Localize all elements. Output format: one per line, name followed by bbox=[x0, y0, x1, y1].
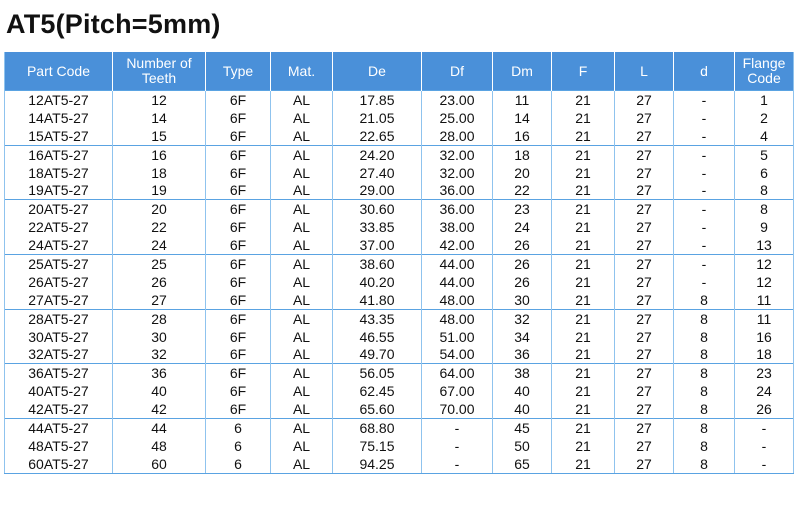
cell-flange-code: - bbox=[735, 437, 794, 455]
cell-flange-code: - bbox=[735, 419, 794, 437]
cell-dm: 32 bbox=[493, 309, 552, 327]
cell-part-code: 40AT5-27 bbox=[5, 382, 113, 400]
cell-part-code: 48AT5-27 bbox=[5, 437, 113, 455]
cell-l: 27 bbox=[615, 400, 674, 418]
cell-dm: 38 bbox=[493, 364, 552, 382]
cell-part-code: 28AT5-27 bbox=[5, 309, 113, 327]
cell-teeth: 20 bbox=[113, 200, 206, 218]
cell-df: 25.00 bbox=[422, 109, 493, 127]
cell-type: 6F bbox=[206, 291, 271, 309]
cell-dm: 36 bbox=[493, 345, 552, 363]
cell-df: 38.00 bbox=[422, 218, 493, 236]
table-row bbox=[5, 181, 794, 199]
cell-part-code: 60AT5-27 bbox=[5, 455, 113, 473]
cell-type: 6F bbox=[206, 218, 271, 236]
column-header-mat: Mat. bbox=[271, 52, 333, 91]
cell-teeth: 22 bbox=[113, 218, 206, 236]
cell-d: 8 bbox=[674, 328, 735, 346]
cell-teeth: 12 bbox=[113, 91, 206, 109]
table-row bbox=[5, 236, 794, 254]
cell-d: - bbox=[674, 255, 735, 273]
table-row bbox=[5, 328, 794, 346]
cell-mat: AL bbox=[271, 382, 333, 400]
table-row bbox=[5, 309, 794, 327]
cell-de: 43.35 bbox=[333, 309, 422, 327]
cell-d: 8 bbox=[674, 419, 735, 437]
cell-flange-code: 8 bbox=[735, 200, 794, 218]
cell-l: 27 bbox=[615, 127, 674, 145]
cell-f: 21 bbox=[552, 181, 615, 199]
column-header-number-of-teeth: Number of Teeth bbox=[113, 52, 206, 91]
cell-dm: 22 bbox=[493, 181, 552, 199]
cell-l: 27 bbox=[615, 382, 674, 400]
cell-dm: 34 bbox=[493, 328, 552, 346]
cell-type: 6F bbox=[206, 345, 271, 363]
table-row bbox=[5, 455, 794, 473]
cell-flange-code: 23 bbox=[735, 364, 794, 382]
cell-de: 33.85 bbox=[333, 218, 422, 236]
cell-d: - bbox=[674, 145, 735, 163]
table-row bbox=[5, 382, 794, 400]
cell-part-code: 22AT5-27 bbox=[5, 218, 113, 236]
cell-d: - bbox=[674, 200, 735, 218]
cell-mat: AL bbox=[271, 145, 333, 163]
cell-teeth: 32 bbox=[113, 345, 206, 363]
cell-f: 21 bbox=[552, 364, 615, 382]
cell-dm: 40 bbox=[493, 400, 552, 418]
cell-part-code: 42AT5-27 bbox=[5, 400, 113, 418]
column-header-type: Type bbox=[206, 52, 271, 91]
cell-teeth: 15 bbox=[113, 127, 206, 145]
table-row bbox=[5, 91, 794, 109]
cell-dm: 26 bbox=[493, 236, 552, 254]
cell-df: - bbox=[422, 455, 493, 473]
cell-teeth: 44 bbox=[113, 419, 206, 437]
cell-flange-code: 8 bbox=[735, 181, 794, 199]
cell-f: 21 bbox=[552, 328, 615, 346]
cell-part-code: 36AT5-27 bbox=[5, 364, 113, 382]
cell-mat: AL bbox=[271, 419, 333, 437]
cell-mat: AL bbox=[271, 328, 333, 346]
cell-f: 21 bbox=[552, 382, 615, 400]
cell-teeth: 25 bbox=[113, 255, 206, 273]
cell-part-code: 27AT5-27 bbox=[5, 291, 113, 309]
cell-f: 21 bbox=[552, 291, 615, 309]
cell-l: 27 bbox=[615, 145, 674, 163]
cell-type: 6F bbox=[206, 200, 271, 218]
cell-l: 27 bbox=[615, 218, 674, 236]
cell-f: 21 bbox=[552, 455, 615, 473]
header-row bbox=[5, 52, 794, 91]
cell-flange-code: 16 bbox=[735, 328, 794, 346]
cell-l: 27 bbox=[615, 273, 674, 291]
cell-type: 6F bbox=[206, 127, 271, 145]
cell-de: 94.25 bbox=[333, 455, 422, 473]
cell-teeth: 24 bbox=[113, 236, 206, 254]
cell-dm: 45 bbox=[493, 419, 552, 437]
cell-l: 27 bbox=[615, 291, 674, 309]
cell-l: 27 bbox=[615, 364, 674, 382]
cell-l: 27 bbox=[615, 437, 674, 455]
cell-part-code: 32AT5-27 bbox=[5, 345, 113, 363]
cell-de: 22.65 bbox=[333, 127, 422, 145]
cell-d: 8 bbox=[674, 309, 735, 327]
cell-flange-code: 18 bbox=[735, 345, 794, 363]
cell-dm: 65 bbox=[493, 455, 552, 473]
cell-dm: 26 bbox=[493, 273, 552, 291]
cell-mat: AL bbox=[271, 309, 333, 327]
cell-type: 6F bbox=[206, 400, 271, 418]
cell-df: 44.00 bbox=[422, 273, 493, 291]
cell-mat: AL bbox=[271, 364, 333, 382]
cell-teeth: 19 bbox=[113, 181, 206, 199]
cell-part-code: 24AT5-27 bbox=[5, 236, 113, 254]
cell-f: 21 bbox=[552, 218, 615, 236]
cell-teeth: 27 bbox=[113, 291, 206, 309]
table-row bbox=[5, 364, 794, 382]
cell-df: 32.00 bbox=[422, 164, 493, 182]
cell-l: 27 bbox=[615, 419, 674, 437]
cell-df: 32.00 bbox=[422, 145, 493, 163]
cell-dm: 16 bbox=[493, 127, 552, 145]
cell-flange-code: 11 bbox=[735, 309, 794, 327]
cell-dm: 50 bbox=[493, 437, 552, 455]
cell-de: 40.20 bbox=[333, 273, 422, 291]
cell-mat: AL bbox=[271, 437, 333, 455]
cell-d: - bbox=[674, 218, 735, 236]
cell-type: 6 bbox=[206, 455, 271, 473]
cell-teeth: 28 bbox=[113, 309, 206, 327]
cell-d: 8 bbox=[674, 291, 735, 309]
table-row bbox=[5, 291, 794, 309]
page-title: AT5(Pitch=5mm) bbox=[6, 9, 221, 39]
table-row bbox=[5, 164, 794, 182]
table-row bbox=[5, 273, 794, 291]
cell-d: 8 bbox=[674, 400, 735, 418]
cell-f: 21 bbox=[552, 236, 615, 254]
cell-mat: AL bbox=[271, 127, 333, 145]
cell-d: - bbox=[674, 109, 735, 127]
cell-teeth: 16 bbox=[113, 145, 206, 163]
cell-l: 27 bbox=[615, 345, 674, 363]
cell-f: 21 bbox=[552, 345, 615, 363]
cell-l: 27 bbox=[615, 328, 674, 346]
table-row bbox=[5, 345, 794, 363]
cell-df: 48.00 bbox=[422, 309, 493, 327]
cell-df: 70.00 bbox=[422, 400, 493, 418]
column-header-de: De bbox=[333, 52, 422, 91]
cell-dm: 14 bbox=[493, 109, 552, 127]
cell-f: 21 bbox=[552, 109, 615, 127]
cell-l: 27 bbox=[615, 109, 674, 127]
column-header-dm: Dm bbox=[493, 52, 552, 91]
cell-d: 8 bbox=[674, 382, 735, 400]
cell-teeth: 36 bbox=[113, 364, 206, 382]
cell-d: 8 bbox=[674, 345, 735, 363]
pulley-spec-table bbox=[4, 52, 794, 474]
cell-de: 37.00 bbox=[333, 236, 422, 254]
cell-part-code: 15AT5-27 bbox=[5, 127, 113, 145]
cell-flange-code: 13 bbox=[735, 236, 794, 254]
cell-part-code: 16AT5-27 bbox=[5, 145, 113, 163]
cell-l: 27 bbox=[615, 91, 674, 109]
cell-teeth: 40 bbox=[113, 382, 206, 400]
cell-flange-code: 6 bbox=[735, 164, 794, 182]
cell-df: 28.00 bbox=[422, 127, 493, 145]
cell-type: 6F bbox=[206, 328, 271, 346]
cell-f: 21 bbox=[552, 91, 615, 109]
cell-l: 27 bbox=[615, 309, 674, 327]
cell-part-code: 26AT5-27 bbox=[5, 273, 113, 291]
cell-mat: AL bbox=[271, 91, 333, 109]
cell-mat: AL bbox=[271, 181, 333, 199]
cell-type: 6F bbox=[206, 109, 271, 127]
cell-f: 21 bbox=[552, 437, 615, 455]
table-row bbox=[5, 218, 794, 236]
column-header-f: F bbox=[552, 52, 615, 91]
cell-mat: AL bbox=[271, 255, 333, 273]
cell-dm: 18 bbox=[493, 145, 552, 163]
cell-l: 27 bbox=[615, 255, 674, 273]
table-row bbox=[5, 200, 794, 218]
cell-dm: 23 bbox=[493, 200, 552, 218]
cell-f: 21 bbox=[552, 419, 615, 437]
cell-mat: AL bbox=[271, 218, 333, 236]
cell-teeth: 26 bbox=[113, 273, 206, 291]
cell-teeth: 14 bbox=[113, 109, 206, 127]
cell-f: 21 bbox=[552, 400, 615, 418]
cell-de: 17.85 bbox=[333, 91, 422, 109]
cell-df: 36.00 bbox=[422, 181, 493, 199]
cell-type: 6F bbox=[206, 364, 271, 382]
cell-f: 21 bbox=[552, 255, 615, 273]
cell-f: 21 bbox=[552, 200, 615, 218]
cell-part-code: 44AT5-27 bbox=[5, 419, 113, 437]
cell-de: 29.00 bbox=[333, 181, 422, 199]
cell-mat: AL bbox=[271, 109, 333, 127]
cell-mat: AL bbox=[271, 400, 333, 418]
cell-dm: 30 bbox=[493, 291, 552, 309]
cell-type: 6F bbox=[206, 164, 271, 182]
cell-df: 67.00 bbox=[422, 382, 493, 400]
cell-f: 21 bbox=[552, 164, 615, 182]
cell-d: 8 bbox=[674, 455, 735, 473]
cell-mat: AL bbox=[271, 200, 333, 218]
cell-df: 36.00 bbox=[422, 200, 493, 218]
cell-df: 23.00 bbox=[422, 91, 493, 109]
cell-de: 68.80 bbox=[333, 419, 422, 437]
cell-d: - bbox=[674, 181, 735, 199]
cell-type: 6F bbox=[206, 236, 271, 254]
table-row bbox=[5, 419, 794, 437]
column-header-l: L bbox=[615, 52, 674, 91]
cell-flange-code: 12 bbox=[735, 273, 794, 291]
cell-mat: AL bbox=[271, 345, 333, 363]
table-row bbox=[5, 437, 794, 455]
cell-de: 75.15 bbox=[333, 437, 422, 455]
cell-de: 24.20 bbox=[333, 145, 422, 163]
cell-mat: AL bbox=[271, 236, 333, 254]
cell-teeth: 42 bbox=[113, 400, 206, 418]
cell-d: - bbox=[674, 236, 735, 254]
cell-df: 44.00 bbox=[422, 255, 493, 273]
cell-d: - bbox=[674, 164, 735, 182]
cell-d: 8 bbox=[674, 437, 735, 455]
column-header-d: d bbox=[674, 52, 735, 91]
cell-l: 27 bbox=[615, 164, 674, 182]
cell-type: 6F bbox=[206, 255, 271, 273]
cell-dm: 40 bbox=[493, 382, 552, 400]
cell-mat: AL bbox=[271, 455, 333, 473]
column-header-flange-code: Flange Code bbox=[735, 52, 794, 91]
table-row bbox=[5, 109, 794, 127]
cell-l: 27 bbox=[615, 200, 674, 218]
cell-mat: AL bbox=[271, 291, 333, 309]
cell-teeth: 18 bbox=[113, 164, 206, 182]
cell-type: 6F bbox=[206, 309, 271, 327]
cell-dm: 11 bbox=[493, 91, 552, 109]
cell-df: 51.00 bbox=[422, 328, 493, 346]
cell-f: 21 bbox=[552, 145, 615, 163]
cell-de: 62.45 bbox=[333, 382, 422, 400]
cell-df: 54.00 bbox=[422, 345, 493, 363]
cell-part-code: 18AT5-27 bbox=[5, 164, 113, 182]
cell-df: - bbox=[422, 437, 493, 455]
cell-part-code: 25AT5-27 bbox=[5, 255, 113, 273]
table-row bbox=[5, 255, 794, 273]
cell-flange-code: 2 bbox=[735, 109, 794, 127]
cell-de: 41.80 bbox=[333, 291, 422, 309]
table-body bbox=[5, 91, 794, 474]
cell-flange-code: 12 bbox=[735, 255, 794, 273]
cell-de: 56.05 bbox=[333, 364, 422, 382]
cell-flange-code: 24 bbox=[735, 382, 794, 400]
cell-df: 64.00 bbox=[422, 364, 493, 382]
cell-df: 48.00 bbox=[422, 291, 493, 309]
cell-d: - bbox=[674, 91, 735, 109]
cell-flange-code: 1 bbox=[735, 91, 794, 109]
cell-type: 6F bbox=[206, 382, 271, 400]
cell-dm: 24 bbox=[493, 218, 552, 236]
cell-teeth: 48 bbox=[113, 437, 206, 455]
cell-teeth: 30 bbox=[113, 328, 206, 346]
cell-type: 6 bbox=[206, 437, 271, 455]
cell-de: 27.40 bbox=[333, 164, 422, 182]
cell-type: 6F bbox=[206, 145, 271, 163]
cell-type: 6F bbox=[206, 273, 271, 291]
cell-de: 46.55 bbox=[333, 328, 422, 346]
cell-f: 21 bbox=[552, 127, 615, 145]
cell-df: 42.00 bbox=[422, 236, 493, 254]
cell-dm: 20 bbox=[493, 164, 552, 182]
cell-part-code: 20AT5-27 bbox=[5, 200, 113, 218]
cell-type: 6F bbox=[206, 91, 271, 109]
cell-de: 65.60 bbox=[333, 400, 422, 418]
cell-f: 21 bbox=[552, 309, 615, 327]
column-header-part-code: Part Code bbox=[5, 52, 113, 91]
table-row bbox=[5, 127, 794, 145]
cell-type: 6F bbox=[206, 181, 271, 199]
cell-type: 6 bbox=[206, 419, 271, 437]
cell-l: 27 bbox=[615, 236, 674, 254]
cell-l: 27 bbox=[615, 181, 674, 199]
cell-flange-code: 9 bbox=[735, 218, 794, 236]
column-header-df: Df bbox=[422, 52, 493, 91]
cell-f: 21 bbox=[552, 273, 615, 291]
cell-flange-code: - bbox=[735, 455, 794, 473]
cell-de: 49.70 bbox=[333, 345, 422, 363]
cell-flange-code: 5 bbox=[735, 145, 794, 163]
cell-flange-code: 26 bbox=[735, 400, 794, 418]
cell-de: 30.60 bbox=[333, 200, 422, 218]
cell-flange-code: 11 bbox=[735, 291, 794, 309]
cell-mat: AL bbox=[271, 273, 333, 291]
cell-d: 8 bbox=[674, 364, 735, 382]
cell-d: - bbox=[674, 127, 735, 145]
cell-df: - bbox=[422, 419, 493, 437]
cell-part-code: 30AT5-27 bbox=[5, 328, 113, 346]
cell-l: 27 bbox=[615, 455, 674, 473]
table-row bbox=[5, 400, 794, 418]
cell-teeth: 60 bbox=[113, 455, 206, 473]
table-row bbox=[5, 145, 794, 163]
cell-d: - bbox=[674, 273, 735, 291]
cell-mat: AL bbox=[271, 164, 333, 182]
cell-part-code: 14AT5-27 bbox=[5, 109, 113, 127]
cell-part-code: 19AT5-27 bbox=[5, 181, 113, 199]
cell-de: 38.60 bbox=[333, 255, 422, 273]
cell-dm: 26 bbox=[493, 255, 552, 273]
cell-part-code: 12AT5-27 bbox=[5, 91, 113, 109]
cell-flange-code: 4 bbox=[735, 127, 794, 145]
cell-de: 21.05 bbox=[333, 109, 422, 127]
